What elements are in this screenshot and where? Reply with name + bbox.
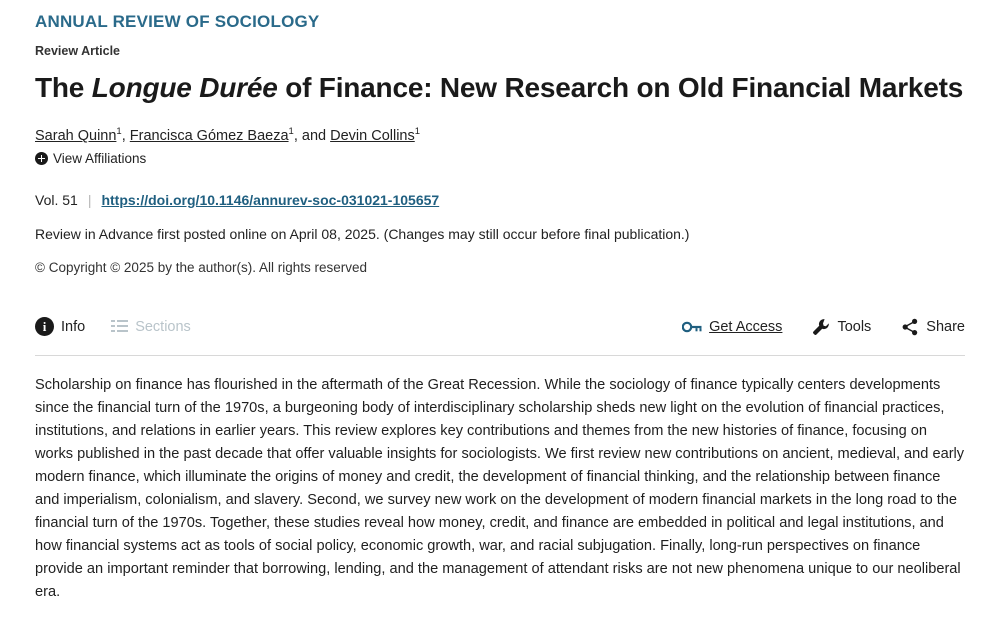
key-icon bbox=[682, 320, 702, 334]
volume-label: Vol. 51 bbox=[35, 191, 78, 208]
author-list bbox=[35, 125, 965, 146]
share-button[interactable] bbox=[901, 318, 965, 336]
author-link-3[interactable]: Devin Collins bbox=[330, 128, 415, 145]
title-italic-part: Longue Durée bbox=[91, 72, 278, 104]
toolbar-right-group bbox=[682, 318, 965, 336]
title-part-1: The bbox=[35, 72, 92, 104]
view-affiliations-label: View Affiliations bbox=[53, 150, 147, 166]
author-affiliation-marker-3: 1 bbox=[414, 126, 421, 138]
toolbar-left-group bbox=[35, 317, 191, 336]
title-part-2: of Finance: New Research on Old Financial Markets bbox=[277, 72, 964, 104]
get-access-button[interactable] bbox=[682, 319, 782, 335]
volume-doi-row bbox=[35, 192, 965, 208]
plus-circle-icon bbox=[35, 152, 48, 165]
share-label: Share bbox=[926, 318, 965, 335]
wrench-icon bbox=[812, 318, 830, 336]
author-affiliation-marker-2: 1 bbox=[288, 126, 294, 138]
publication-note: Review in Advance first posted online on April 08, 2025. (Changes may still occur before final publication.) bbox=[35, 225, 690, 242]
share-icon bbox=[901, 318, 919, 336]
author-separator-1: , bbox=[121, 128, 130, 145]
page-title bbox=[35, 70, 965, 105]
tools-button[interactable] bbox=[812, 318, 871, 336]
tab-sections-label: Sections bbox=[135, 318, 191, 335]
journal-title: ANNUAL REVIEW OF SOCIOLOGY bbox=[35, 12, 320, 31]
tab-info[interactable] bbox=[35, 317, 85, 336]
tab-sections[interactable] bbox=[111, 319, 191, 335]
divider: | bbox=[87, 191, 92, 208]
article-type-label: Review Article bbox=[35, 44, 120, 59]
abstract-text: Scholarship on finance has flourished in the aftermath of the Great Recession. While the sociology of finance typically centers developments since the financial turn of the 1970s, a burgeoning body of interdisciplinary scholarship sheds new light on the evolution of financial practices, institutions, and relations in earlier years. This review explores key contributions and themes from the new histories of finance, focusing on works published in the past decade that offer valuable insights for sociologists. We first review new contributions on ancient, medieval, and early modern finance, which illuminate the origins of money and credit, the development of financial thinking, and the relationship between finance and imperialism, colonialism, and slavery. Second, we survey new work on the development of modern financial markets in the long road to the financial turn of the 1970s. Together, these studies reveal how money, credit, and finance are embedded in political and legal institutions, and how financial systems act as tools of social policy, economic growth, war, and racial subjugation. Finally, long-run perspectives on finance provide an important reminder that borrowing, lending, and the management of attendant risks are not new phenomena unique to our neoliberal era. bbox=[35, 376, 965, 600]
list-icon bbox=[111, 320, 128, 333]
author-affiliation-marker-1: 1 bbox=[116, 126, 122, 138]
view-affiliations-toggle[interactable] bbox=[35, 151, 146, 166]
info-icon: i bbox=[35, 317, 54, 336]
copyright-notice: © Copyright © 2025 by the author(s). All rights reserved bbox=[35, 259, 368, 275]
doi-link[interactable]: https://doi.org/10.1146/annurev-soc-031021-105657 bbox=[101, 191, 440, 208]
author-link-2[interactable]: Francisca Gómez Baeza bbox=[129, 128, 289, 145]
author-separator-2: , and bbox=[293, 128, 331, 145]
tools-label: Tools bbox=[837, 318, 872, 335]
get-access-label: Get Access bbox=[709, 318, 783, 335]
article-toolbar bbox=[35, 305, 965, 356]
author-link-1[interactable]: Sarah Quinn bbox=[35, 128, 117, 145]
tab-info-label: Info bbox=[61, 318, 86, 335]
